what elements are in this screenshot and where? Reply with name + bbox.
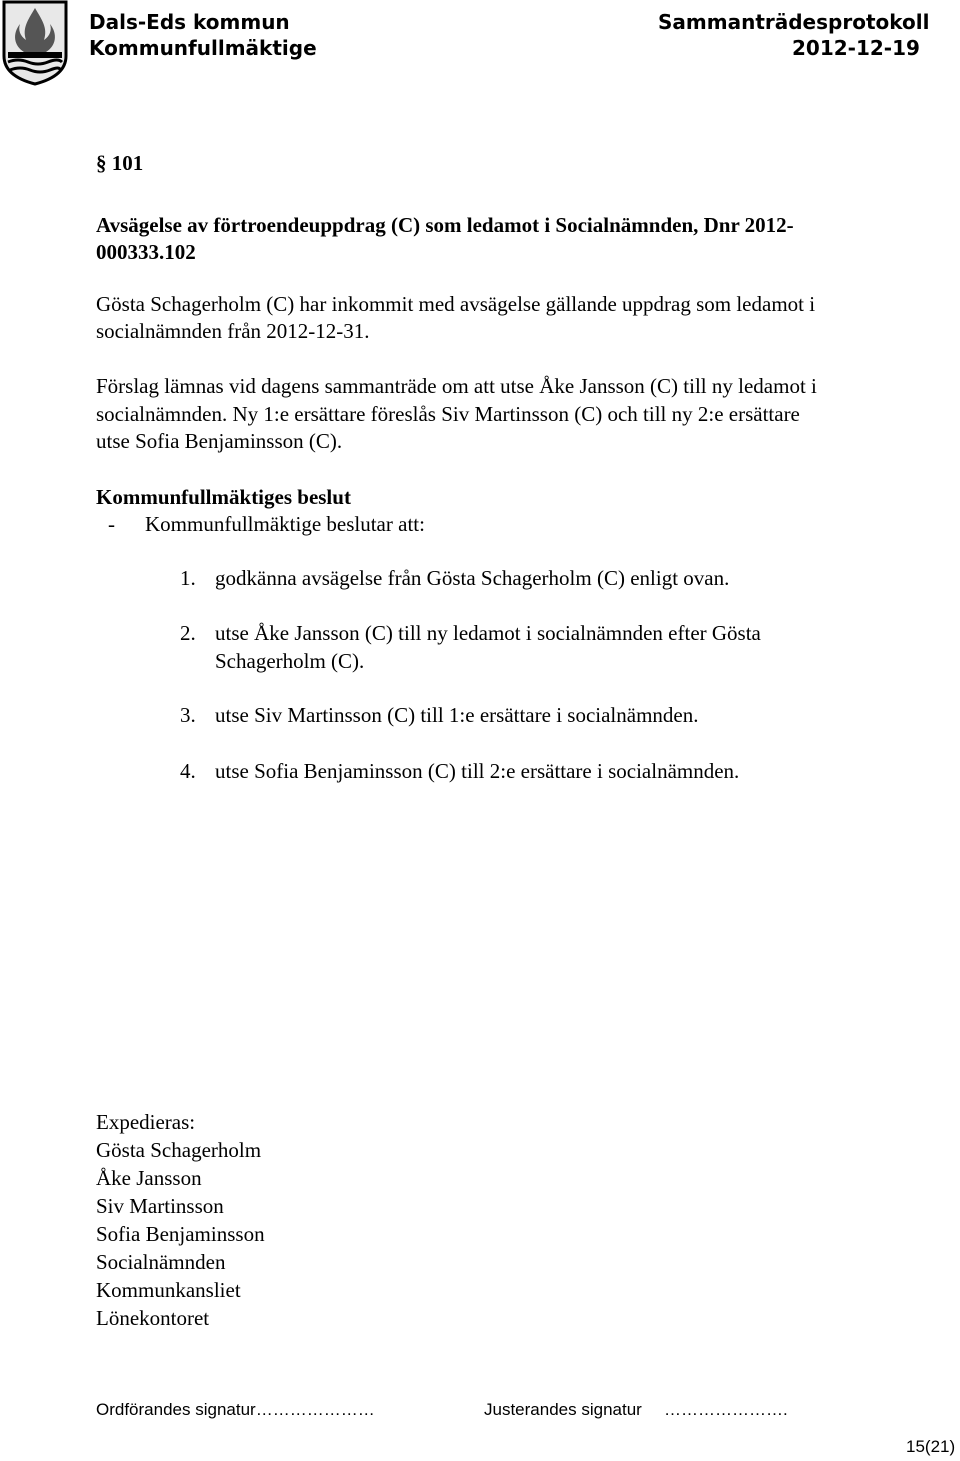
paragraph-2-line2: socialnämnden. Ny 1:e ersättare föreslås Siv Martinsson (C) och till ny 2:e ersättare — [96, 402, 800, 426]
decision-intro: Kommunfullmäktige beslutar att: — [145, 512, 425, 536]
list-item — [180, 619, 880, 675]
header-body: Kommunfullmäktige — [89, 36, 317, 60]
paragraph-1-line1: Gösta Schagerholm (C) har inkommit med avsägelse gällande uppdrag som ledamot i — [96, 292, 816, 316]
section-title-line1: Avsägelse av förtroendeuppdrag (C) som ledamot i Socialnämnden, Dnr 2012- — [96, 213, 794, 237]
header-doc-type: Sammanträdesprotokoll — [658, 10, 930, 34]
municipal-crest-icon — [0, 0, 70, 86]
decision-heading: Kommunfullmäktiges beslut — [96, 485, 351, 509]
list-item — [180, 757, 880, 785]
section-title-line2: 000333.102 — [96, 240, 196, 264]
list-item — [180, 564, 880, 592]
chair-signature-label: Ordförandes signatur………………… — [96, 1400, 375, 1419]
list-item-text: godkänna avsägelse från Gösta Schagerholm (C) enligt ovan. — [215, 566, 730, 590]
section-number: § 101 — [96, 151, 144, 175]
decision-list — [180, 564, 880, 794]
paragraph-2-line3: utse Sofia Benjaminsson (C). — [96, 429, 343, 453]
list-item-text: utse Sofia Benjaminsson (C) till 2:e ersättare i socialnämnden. — [215, 759, 740, 783]
paragraph-1-line2: socialnämnden från 2012-12-31. — [96, 319, 370, 343]
list-item-text: utse Åke Jansson (C) till ny ledamot i socialnämnden efter Gösta — [215, 621, 761, 645]
list-item-text: utse Siv Martinsson (C) till 1:e ersättare i socialnämnden. — [215, 703, 699, 727]
decision-intro-dash: - — [108, 512, 115, 536]
list-item-number: 3. — [180, 703, 196, 727]
recipient: Åke Jansson — [96, 1166, 202, 1190]
list-item-number: 1. — [180, 566, 196, 590]
page-number: 15(21) — [906, 1437, 956, 1456]
recipient: Siv Martinsson — [96, 1194, 224, 1218]
paragraph-2-line1: Förslag lämnas vid dagens sammanträde om att utse Åke Jansson (C) till ny ledamot i — [96, 374, 817, 398]
header-date: 2012-12-19 — [792, 36, 920, 60]
header-org: Dals-Eds kommun — [89, 10, 290, 34]
list-item — [180, 701, 880, 729]
recipient: Lönekontoret — [96, 1306, 210, 1330]
list-item-number: 2. — [180, 621, 196, 645]
recipient: Kommunkansliet — [96, 1278, 241, 1302]
recipient: Socialnämnden — [96, 1250, 226, 1274]
distribution-block — [96, 1108, 496, 1332]
adjuster-signature-label: Justerandes signatur — [484, 1400, 642, 1419]
list-item-number: 4. — [180, 759, 196, 783]
list-item-text-cont: Schagerholm (C). — [215, 649, 365, 673]
distribution-label: Expedieras: — [96, 1110, 196, 1134]
recipient: Gösta Schagerholm — [96, 1138, 262, 1162]
adjuster-signature-dots: …………………. — [664, 1400, 788, 1419]
recipient: Sofia Benjaminsson — [96, 1222, 265, 1246]
